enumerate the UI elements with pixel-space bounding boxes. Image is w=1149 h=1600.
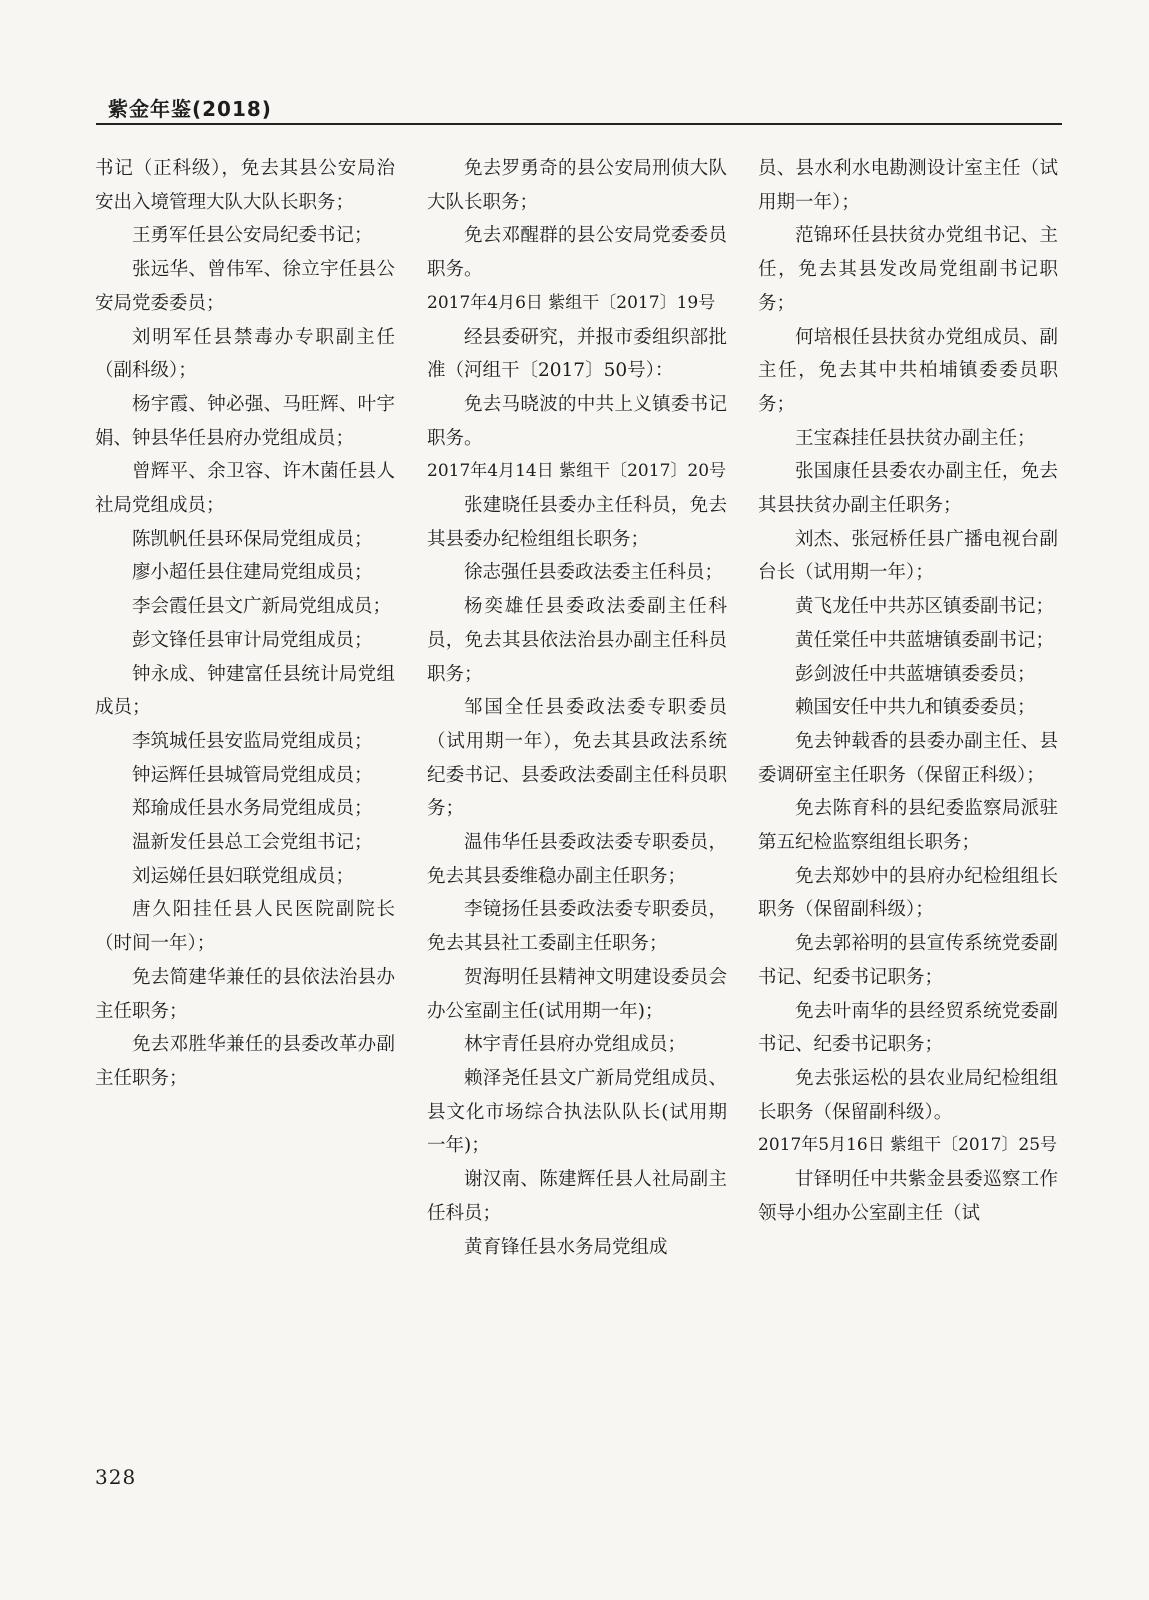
appointment-paragraph: 免去罗勇奇的县公安局刑侦大队大队长职务； xyxy=(427,158,727,213)
document-reference: 2017年5月16日 紫组干〔2017〕25号 xyxy=(758,1135,1058,1156)
appointment-paragraph: 彭剑波任中共蓝塘镇委委员； xyxy=(795,663,1036,685)
appointment-paragraph: 温新发任县总工会党组书记； xyxy=(132,832,373,854)
appointment-paragraph: 甘铎明任中共紫金县委巡察工作领导小组办公室副主任（试 xyxy=(758,1169,1058,1224)
appointment-paragraph: 黄飞龙任中共苏区镇委副书记； xyxy=(795,596,1055,618)
appointment-paragraph: 钟运辉任县城管局党组成员； xyxy=(132,764,373,786)
appointment-paragraph: 员、县水利水电勘测设计室主任（试用期一年）； xyxy=(758,158,1058,213)
appointment-paragraph: 林宇青任县府办党组成员； xyxy=(464,1034,687,1056)
appointment-paragraph: 免去邓胜华兼任的县委改革办副主任职务； xyxy=(95,1034,395,1089)
appointment-paragraph: 郑瑜成任县水务局党组成员； xyxy=(132,798,373,820)
appointment-paragraph: 张国康任县委农办副主任，免去其县扶贫办副主任职务； xyxy=(758,461,1058,517)
appointment-paragraph: 陈凯帆任县环保局党组成员； xyxy=(132,528,373,550)
appointment-paragraph: 谢汉南、陈建辉任县人社局副主任科员； xyxy=(427,1169,727,1224)
appointment-paragraph: 黄育锋任县水务局党组成 xyxy=(464,1236,668,1258)
appointment-paragraph: 免去叶南华的县经贸系统党委副书记、纪委书记职务； xyxy=(758,1000,1058,1056)
header-rule xyxy=(96,123,1062,125)
appointment-paragraph: 刘明军任县禁毒办专职副主任（副科级）； xyxy=(95,326,395,382)
appointment-paragraph: 免去郭裕明的县宣传系统党委副书记、纪委书记职务； xyxy=(758,933,1058,988)
appointment-paragraph: 李筑城任县安监局党组成员； xyxy=(132,730,373,752)
text-column-middle xyxy=(427,152,727,1264)
appointment-paragraph: 王宝森挂任县扶贫办副主任； xyxy=(795,427,1036,449)
appointment-paragraph: 免去钟载香的县委办副主任、县委调研室主任职务（保留正科级）； xyxy=(758,730,1058,786)
appointment-paragraph: 经县委研究，并报市委组织部批准（河组干〔2017〕50号）： xyxy=(427,326,727,382)
appointment-paragraph: 赖国安任中共九和镇委委员； xyxy=(795,697,1036,719)
appointment-paragraph: 王勇军任县公安局纪委书记； xyxy=(132,225,373,247)
appointment-paragraph: 黄任棠任中共蓝塘镇委副书记； xyxy=(795,629,1055,651)
appointment-paragraph: 书记（正科级），免去其县公安局治安出入境管理大队大队长职务； xyxy=(95,158,395,213)
appointment-paragraph: 免去邓醒群的县公安局党委委员职务。 xyxy=(427,225,727,281)
appointment-paragraph: 邹国全任县委政法委专职委员（试用期一年），免去其县政法系统纪委书记、县委政法委副主任科员职务； xyxy=(427,697,727,820)
appointment-paragraph: 廖小超任县住建局党组成员； xyxy=(132,562,373,584)
appointment-paragraph: 何培根任县扶贫办党组成员、副主任，免去其中共柏埔镇委委员职务； xyxy=(758,326,1058,415)
appointment-paragraph: 张建晓任县委办主任科员，免去其县委办纪检组组长职务； xyxy=(427,495,727,550)
document-reference: 2017年4月6日 紫组干〔2017〕19号 xyxy=(427,292,716,313)
appointment-paragraph: 免去张运松的县农业局纪检组组长职务（保留副科级）。 xyxy=(758,1067,1058,1123)
appointment-paragraph: 免去郑妙中的县府办纪检组组长职务（保留副科级）； xyxy=(758,865,1058,921)
appointment-paragraph: 刘运娣任县妇联党组成员； xyxy=(132,865,355,887)
appointment-paragraph: 温伟华任县委政法委专职委员，免去其县委维稳办副主任职务； xyxy=(427,832,727,887)
appointment-paragraph: 免去简建华兼任的县依法治县办主任职务； xyxy=(95,966,395,1022)
running-header-title: 紫金年鉴(2018) xyxy=(108,97,272,121)
appointment-paragraph: 徐志强任县委政法委主任科员； xyxy=(464,562,724,584)
appointment-paragraph: 钟永成、钟建富任县统计局党组成员； xyxy=(95,663,395,719)
appointment-paragraph: 唐久阳挂任县人民医院副院长（时间一年）； xyxy=(95,899,395,955)
appointment-paragraph: 李镜扬任县委政法委专职委员，免去其县社工委副主任职务； xyxy=(427,899,727,955)
appointment-paragraph: 赖泽尧任县文广新局党组成员、县文化市场综合执法队队长(试用期一年)； xyxy=(427,1067,727,1157)
appointment-paragraph: 范锦环任县扶贫办党组书记、主任，免去其县发改局党组副书记职务； xyxy=(758,225,1058,314)
appointment-paragraph: 李会霞任县文广新局党组成员； xyxy=(132,596,392,618)
appointment-paragraph: 杨奕雄任县委政法委副主任科员，免去其县依法治县办副主任科员职务； xyxy=(427,596,727,685)
text-column-right xyxy=(758,152,1058,1231)
page-number: 328 xyxy=(95,1465,137,1489)
text-column-left xyxy=(95,152,395,1096)
appointment-paragraph: 张远华、曾伟军、徐立宇任县公安局党委委员； xyxy=(95,259,395,314)
appointment-paragraph: 彭文锋任县审计局党组成员； xyxy=(132,629,373,651)
appointment-paragraph: 免去陈育科的县纪委监察局派驻第五纪检监察组组长职务； xyxy=(758,798,1058,854)
appointment-paragraph: 免去马晓波的中共上义镇委书记职务。 xyxy=(427,393,727,449)
appointment-paragraph: 贺海明任县精神文明建设委员会办公室副主任(试用期一年)； xyxy=(427,966,727,1022)
appointment-paragraph: 杨宇霞、钟必强、马旺辉、叶宇娟、钟县华任县府办党组成员； xyxy=(95,393,395,449)
document-reference: 2017年4月14日 紫组干〔2017〕20号 xyxy=(427,461,727,482)
appointment-paragraph: 曾辉平、余卫容、许木菌任县人社局党组成员； xyxy=(95,461,395,517)
appointment-paragraph: 刘杰、张冠桥任县广播电视台副台长（试用期一年）； xyxy=(758,528,1058,584)
